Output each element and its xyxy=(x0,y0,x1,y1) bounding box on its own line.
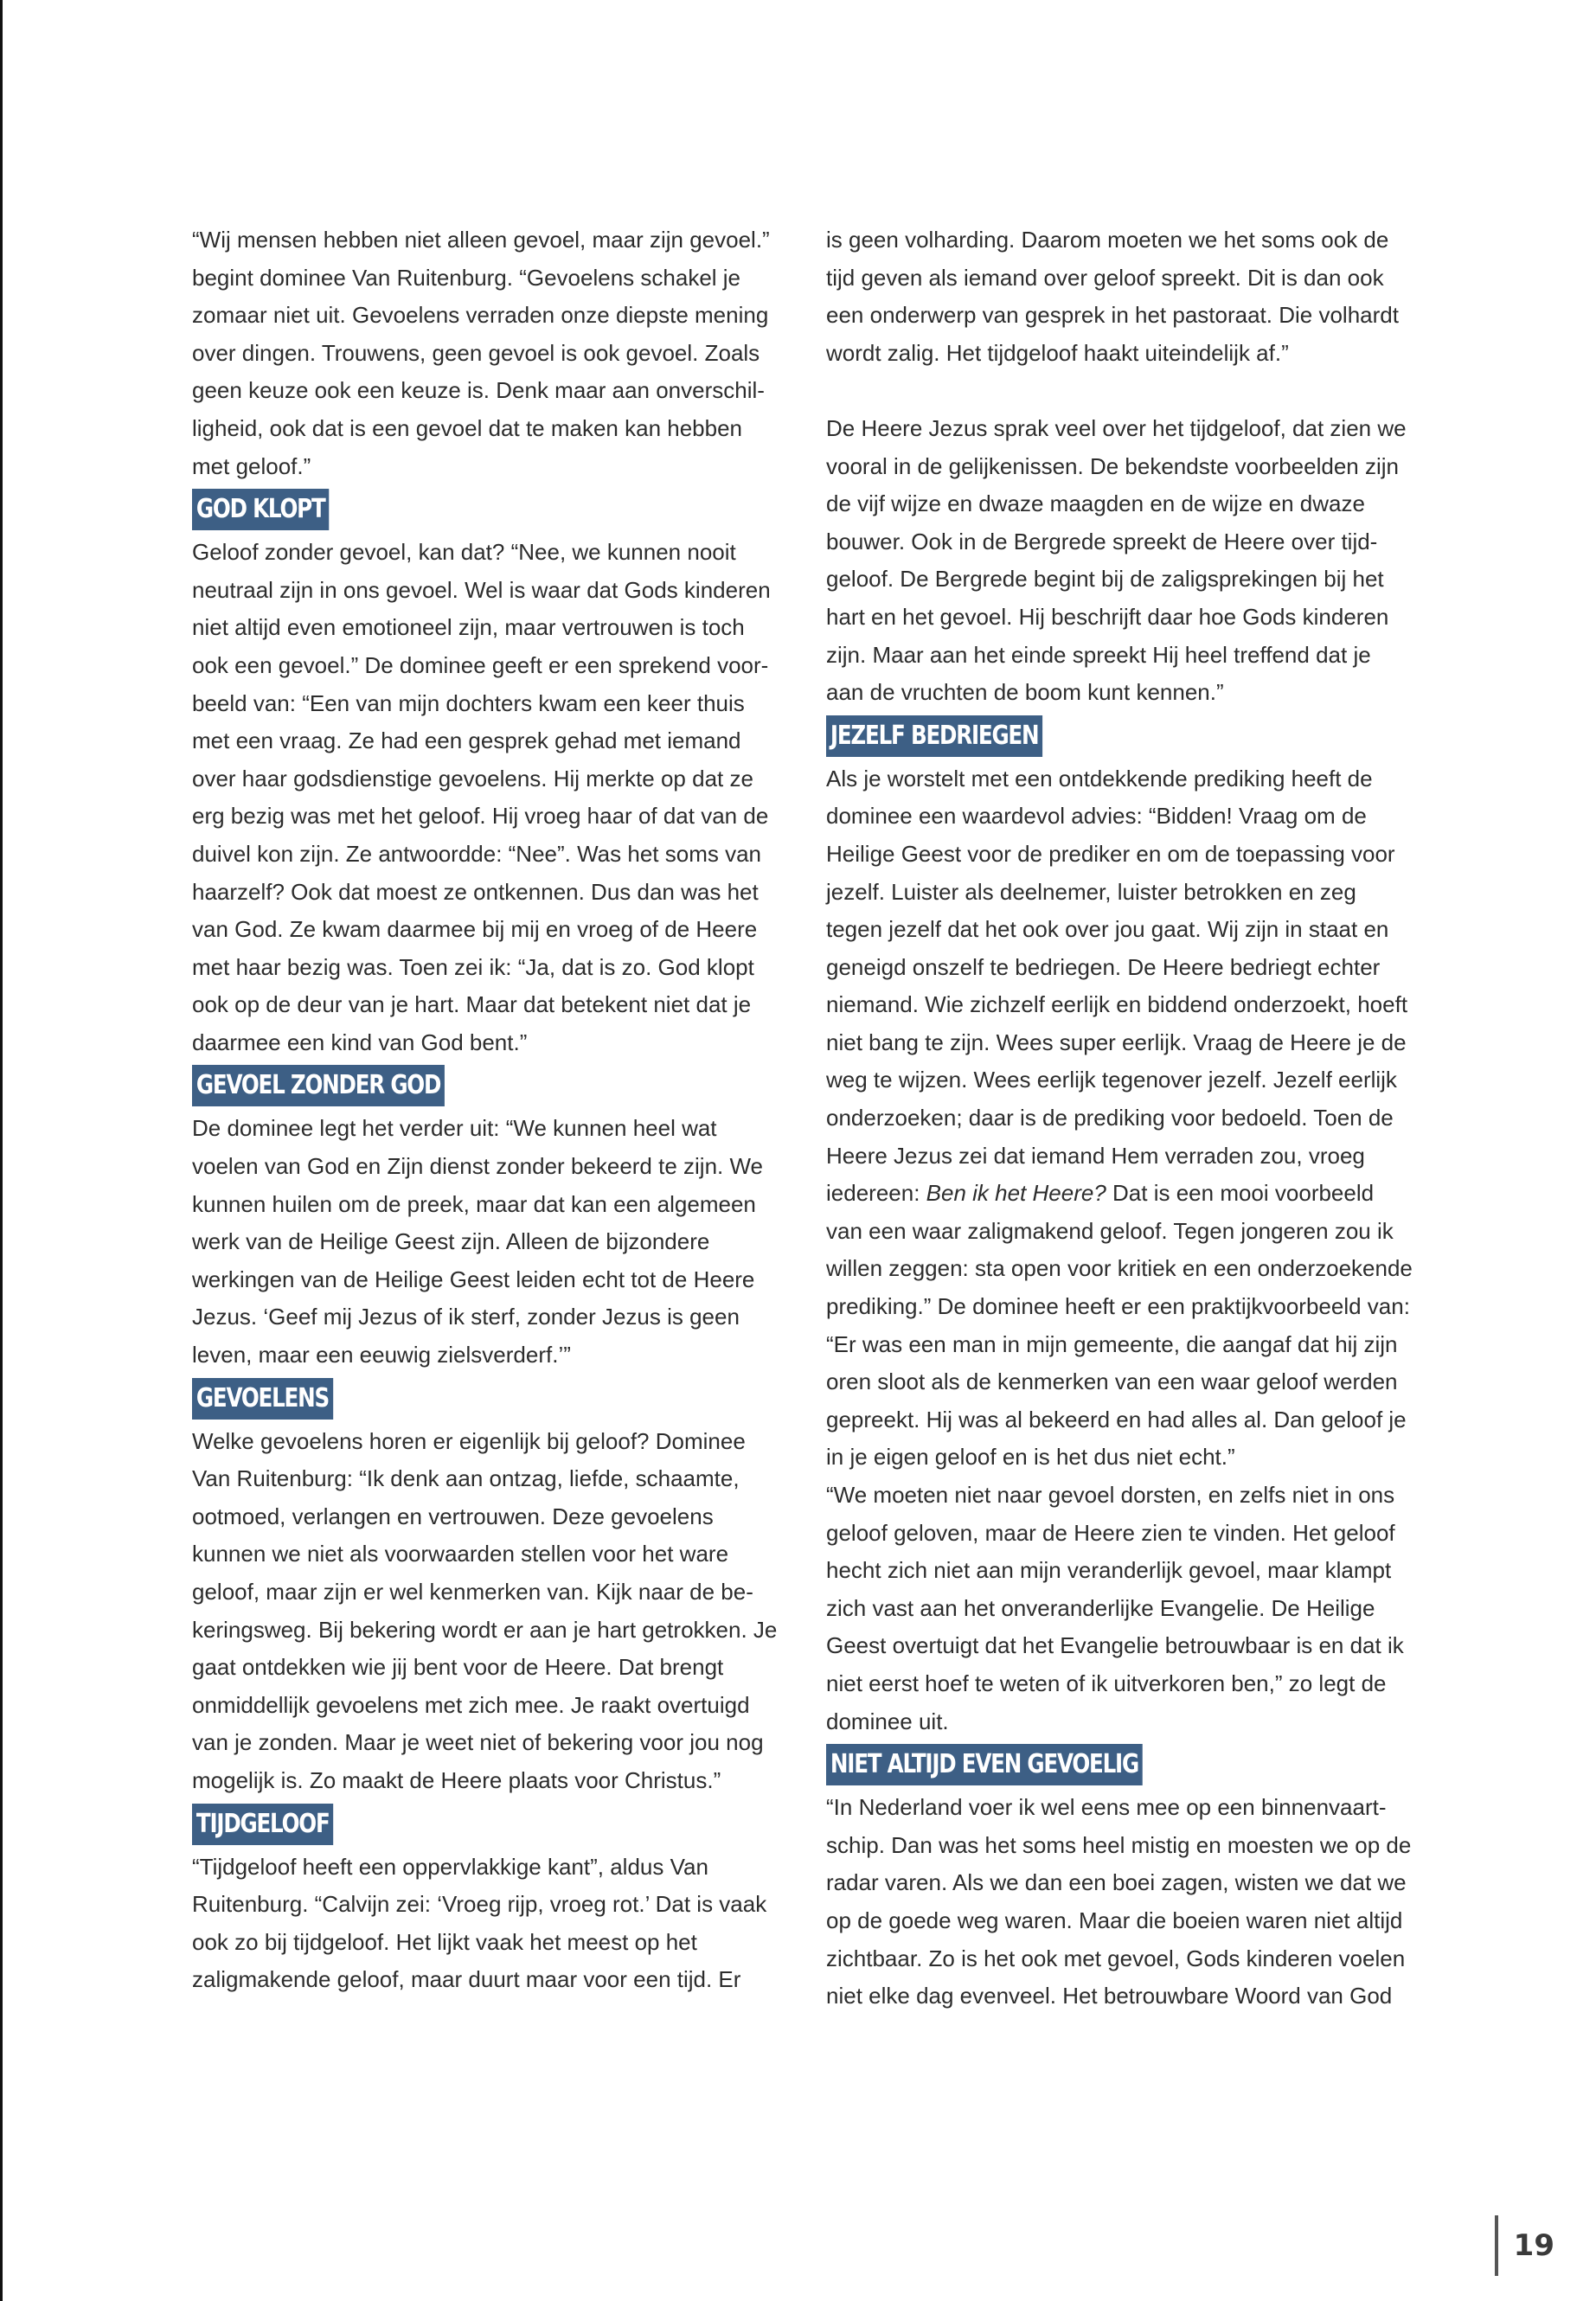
section-heading-wrap xyxy=(192,1800,780,1849)
paragraph: Geloof zonder gevoel, kan dat? “Nee, we kunnen nooit neutraal zijn in ons gevoel. Wel is waar dat Gods kinderen niet altijd even emotioneel zijn, maar vertrouwen is toch ook een gevoel.” De dominee geeft er een sprekend voor-beeld van: “Een van mijn dochters kwam een keer thuis met een vraag. Ze had een gesprek gehad met iemand over haar godsdienstige gevoelens. Hij merkte op dat ze erg bezig was met het geloof. Hij vroeg haar of dat van de duivel kon zijn. Ze antwoordde: “Nee”. Was het soms van haarzelf? Ook dat moest ze ontkennen. Dus dan was het van God. Ze kwam daarmee bij mij en vroeg of de Heere met haar bezig was. Toen zei ik: “Ja, dat is zo. God klopt ook op de deur van je hart. Maar dat betekent niet dat je daarmee een kind van God bent.” xyxy=(192,539,771,1055)
paragraph: Welke gevoelens horen er eigenlijk bij geloof? Dominee Van Ruitenburg: “Ik denk aan ontzag, liefde, schaamte, ootmoed, verlangen en vertrouwen. Deze gevoelens kunnen we niet als voorwaarden stellen voor het ware geloof, maar zijn er wel kenmerken van. Kijk naar de be-keringsweg. Bij bekering wordt er aan je hart getrokken. Je gaat ontdekken wie jij bent voor de Heere. Dat brengt onmiddellijk gevoelens met zich mee. Je raakt overtuigd van je zonden. Maar je weet niet of bekering voor jou nog mogelijk is. Zo maakt de Heere plaats voor Christus.” xyxy=(192,1427,778,1793)
paragraph: “Tijdgeloof heeft een oppervlakkige kant”, aldus Van Ruitenburg. “Calvijn zei: ‘Vroeg rijp, vroeg rot.’ Dat is vaak ook zo bij tijdgeloof. Het lijkt vaak het meest op het zaligmakende geloof, maar duurt maar voor een tijd. Er xyxy=(192,1853,767,1993)
paragraph xyxy=(826,760,1414,1477)
page-number-divider xyxy=(1495,2215,1498,2276)
page-number: 19 xyxy=(1513,2228,1554,2263)
section-heading-gevoel-zonder-god: GEVOEL ZONDER GOD xyxy=(192,1065,445,1106)
section-heading-wrap xyxy=(826,712,1414,760)
section-heading-wrap xyxy=(192,1375,780,1423)
section-heading-wrap xyxy=(192,1061,780,1110)
paragraph: “Wij mensen hebben niet alleen gevoel, maar zijn gevoel.” begint dominee Van Ruitenburg. “Gevoelens schakel je zomaar niet uit. Gevoelens verraden onze diepste mening over dingen. Trouwens, geen gevoel is ook gevoel. Zoals geen keuze ook een keuze is. Denk maar aan onverschil-ligheid, ook dat is een gevoel dat te maken kan hebben met geloof.” xyxy=(192,227,770,479)
section-heading-wrap xyxy=(826,1740,1414,1789)
paragraph-text: Als je worstelt met een ontdekkende prediking heeft de dominee een waardevol advies: “Bidden! Vraag om de Heilige Geest voor de prediker en om de toepassing voor jezelf. Luister als deelnemer, luister betrokken en zeg tegen jezelf dat het ook over jou gaat. Wij zijn in staat en geneigd onszelf te bedriegen. De Heere bedriegt echter niemand. Wie zichzelf eerlijk en biddend onderzoekt, hoeft niet bang te zijn. Wees super eerlijk. Vraag de Heere je de weg te wijzen. Wees eerlijk tegenover jezelf. Jezelf eerlijk onderzoeken; daar is de prediking voor bedoeld. Toen de Heere Jezus zei dat iemand Hem verraden zou, vroeg iedereen: xyxy=(826,765,1408,1207)
page-footer xyxy=(1495,2215,1554,2276)
paragraph: “In Nederland voer ik wel eens mee op een binnenvaart-schip. Dan was het soms heel mistig en moesten we op de radar varen. Als we dan een boei zagen, wisten we dat we op de goede weg waren. Maar die boeien waren niet altijd zichtbaar. Zo is het ook met gevoel, Gods kinderen voelen niet elke dag evenveel. Het betrouwbare Woord van God xyxy=(826,1794,1412,2009)
italic-quote: Ben ik het Heere? xyxy=(926,1180,1106,1207)
right-column xyxy=(826,221,1414,2016)
page-edge-line xyxy=(0,0,3,2301)
paragraph: De Heere Jezus sprak veel over het tijdgeloof, dat zien we vooral in de gelijkenissen. De bekendste voorbeelden zijn de vijf wijze en dwaze maagden en de wijze en dwaze bouwer. Ook in de Bergrede spreekt de Heere over tijd-geloof. De Bergrede begint bij de zaligsprekingen bij het hart en het gevoel. Hij beschrijft daar hoe Gods kinderen zijn. Maar aan het einde spreekt Hij heel treffend dat je aan de vruchten de boom kunt kennen.” xyxy=(826,414,1407,706)
left-column xyxy=(192,221,780,1999)
paragraph: De dominee legt het verder uit: “We kunnen heel wat voelen van God en Zijn dienst zonder bekeerd te zijn. We kunnen huilen om de preek, maar dat kan een algemeen werk van de Heilige Geest zijn. Alleen de bijzondere werkingen van de Heilige Geest leiden echt tot de Heere Jezus. ‘Geef mij Jezus of ik sterf, zonder Jezus is geen leven, maar een eeuwig zielsverderf.’” xyxy=(192,1115,764,1368)
paragraph-text: Dat is een mooi voorbeeld van een waar zaligmakend geloof. Tegen jongeren zou ik willen zeggen: sta open voor kritiek en een onderzoekende prediking.” De dominee heeft er een praktijkvoorbeeld van: “Er was een man in mijn gemeente, die aangaf dat hij zijn oren sloot als de kenmerken van een waar geloof werden gepreekt. Hij was al bekeerd en had alles al. Dan geloof je in je eigen geloof en is het dus niet echt.” xyxy=(826,1180,1413,1471)
section-heading-wrap xyxy=(192,485,780,534)
section-heading-jezelf-bedriegen: JEZELF BEDRIEGEN xyxy=(826,715,1042,757)
section-heading-tijdgeloof: TIJDGELOOF xyxy=(192,1804,333,1845)
paragraph-gap xyxy=(826,372,1414,410)
paragraph: is geen volharding. Daarom moeten we het soms ook de tijd geven als iemand over geloof spreekt. Dit is dan ook een onderwerp van gesprek in het pastoraat. Die volhardt wordt zalig. Het tijdgeloof haakt uiteindelijk af.” xyxy=(826,227,1399,366)
section-heading-gevoelens: GEVOELENS xyxy=(192,1378,333,1420)
section-heading-god-klopt: GOD KLOPT xyxy=(192,489,329,530)
section-heading-niet-altijd-even-gevoelig: NIET ALTIJD EVEN GEVOELIG xyxy=(826,1744,1143,1785)
paragraph: “We moeten niet naar gevoel dorsten, en zelfs niet in ons geloof geloven, maar de Heere zien te vinden. Het geloof hecht zich niet aan mijn veranderlijk gevoel, maar klampt zich vast aan het onveranderlijke Evangelie. De Heilige Geest overtuigt dat het Evangelie betrouwbaar is en dat ik niet eerst hoef te weten of ik uitverkoren ben,” zo legt de dominee uit. xyxy=(826,1482,1404,1734)
